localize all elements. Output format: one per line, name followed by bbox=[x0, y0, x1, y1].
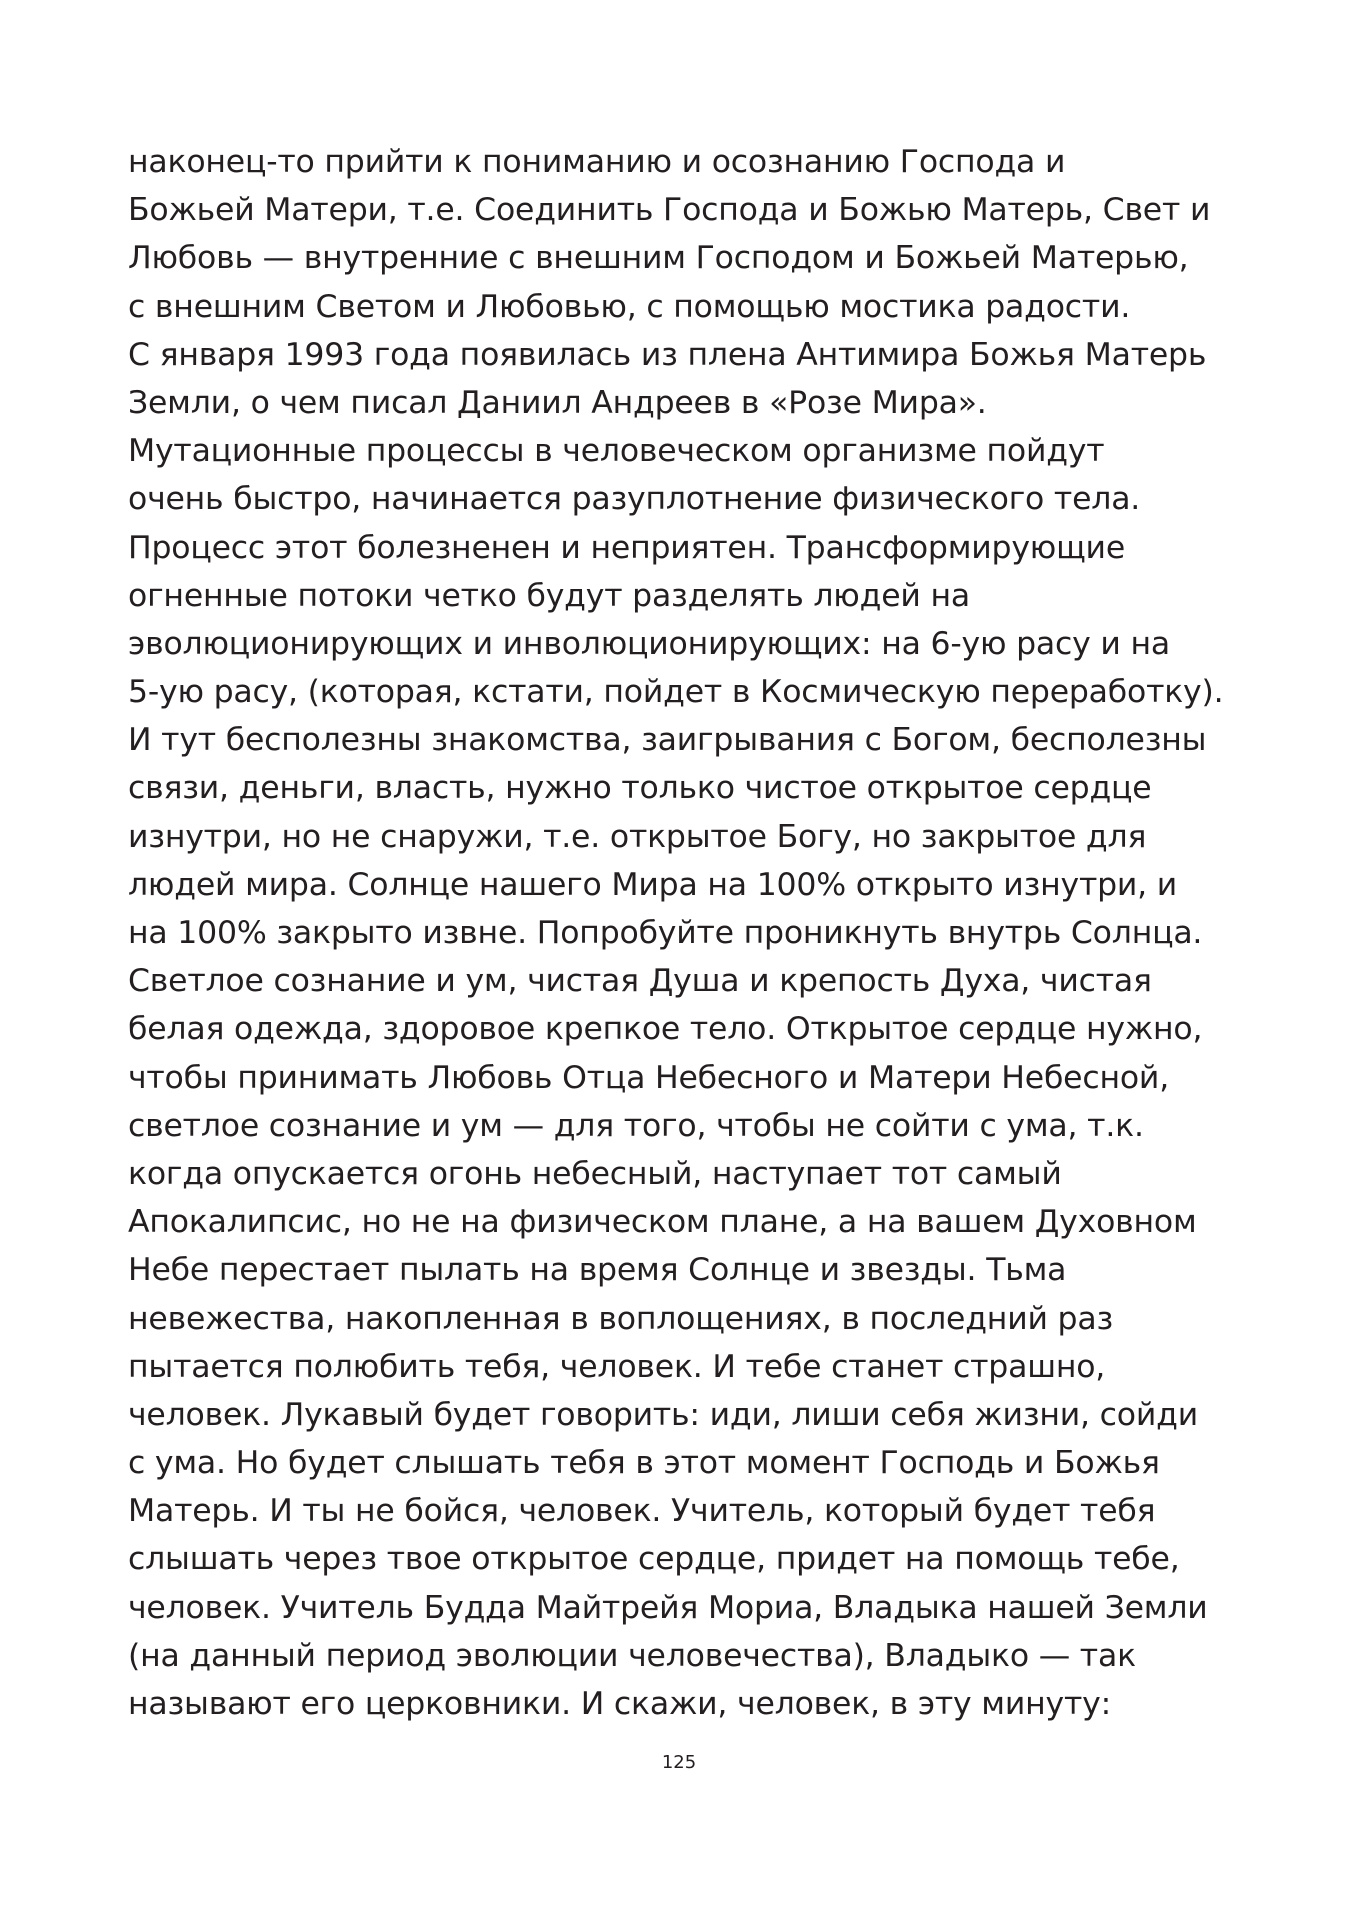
text-line: Светлое сознание и ум, чистая Душа и крепость Духа, чистая bbox=[128, 963, 1152, 1000]
body-text bbox=[128, 138, 1248, 1728]
text-line: И тут бесполезны знакомства, заигрывания с Богом, бесполезны bbox=[128, 722, 1207, 759]
text-line: Небе перестает пылать на время Солнце и звезды. Тьма bbox=[128, 1252, 1067, 1289]
text-line: человек. Лукавый будет говорить: иди, лиши себя жизни, сойди bbox=[128, 1396, 1198, 1433]
text-line: очень быстро, начинается разуплотнение физического тела. bbox=[128, 481, 1141, 518]
text-line: называют его церковники. И скажи, человек, в эту минуту: bbox=[128, 1686, 1111, 1722]
text-line: на 100% закрыто извне. Попробуйте проникнуть внутрь Солнца. bbox=[128, 915, 1203, 951]
text-line: белая одежда, здоровое крепкое тело. Открытое сердце нужно, bbox=[128, 1011, 1203, 1048]
text-line: пытается полюбить тебя, человек. И тебе станет страшно, bbox=[128, 1348, 1106, 1385]
text-line: Любовь — внутренние с внешним Господом и Божьей Матерью, bbox=[128, 240, 1189, 277]
text-line: огненные потоки четко будут разделять людей на bbox=[128, 577, 970, 614]
text-line: Божьей Матери, т.е. Соединить Господа и Божью Матерь, Свет и bbox=[128, 192, 1211, 229]
text-line: С января 1993 года появилась из плена Антимира Божья Матерь bbox=[128, 336, 1207, 373]
text-line: человек. Учитель Будда Майтрейя Мориа, Владыка нашей Земли bbox=[128, 1589, 1208, 1626]
text-line: 5-ую расу, (которая, кстати, пойдет в Космическую переработку). bbox=[128, 674, 1224, 711]
text-line: Матерь. И ты не бойся, человек. Учитель, который будет тебя bbox=[128, 1493, 1156, 1530]
text-line: светлое сознание и ум — для того, чтобы не сойти с ума, т.к. bbox=[128, 1107, 1144, 1144]
text-line: людей мира. Солнце нашего Мира на 100% открыто изнутри, и bbox=[128, 866, 1178, 903]
text-line: когда опускается огонь небесный, наступает тот самый bbox=[128, 1155, 1062, 1192]
text-line: Апокалипсис, но не на физическом плане, а на вашем Духовном bbox=[128, 1204, 1197, 1241]
text-line: Земли, о чем писал Даниил Андреев в «Розе Мира». bbox=[128, 384, 987, 421]
page-number: 125 bbox=[661, 1752, 697, 1773]
text-line: эволюционирующих и инволюционирующих: на 6-ую расу и на bbox=[128, 625, 1170, 662]
text-line: связи, деньги, власть, нужно только чистое открытое сердце bbox=[128, 770, 1152, 807]
text-line: слышать через твое открытое сердце, придет на помощь тебе, bbox=[128, 1541, 1180, 1578]
text-line: с ума. Но будет слышать тебя в этот момент Господь и Божья bbox=[128, 1445, 1160, 1482]
text-line: с внешним Светом и Любовью, с помощью мостика радости. bbox=[128, 288, 1131, 325]
text-line: наконец-то прийти к пониманию и осознанию Господа и bbox=[128, 144, 1066, 180]
text-line: изнутри, но не снаружи, т.е. открытое Богу, но закрытое для bbox=[128, 818, 1147, 855]
text-line: чтобы принимать Любовь Отца Небесного и Матери Небесной, bbox=[128, 1059, 1170, 1096]
text-line: (на данный период эволюции человечества), Владыко — так bbox=[128, 1637, 1136, 1674]
text-line: Процесс этот болезненен и неприятен. Трансформирующие bbox=[128, 529, 1126, 566]
text-line: Мутационные процессы в человеческом организме пойдут bbox=[128, 433, 1105, 470]
text-line: невежества, накопленная в воплощениях, в последний раз bbox=[128, 1300, 1114, 1337]
